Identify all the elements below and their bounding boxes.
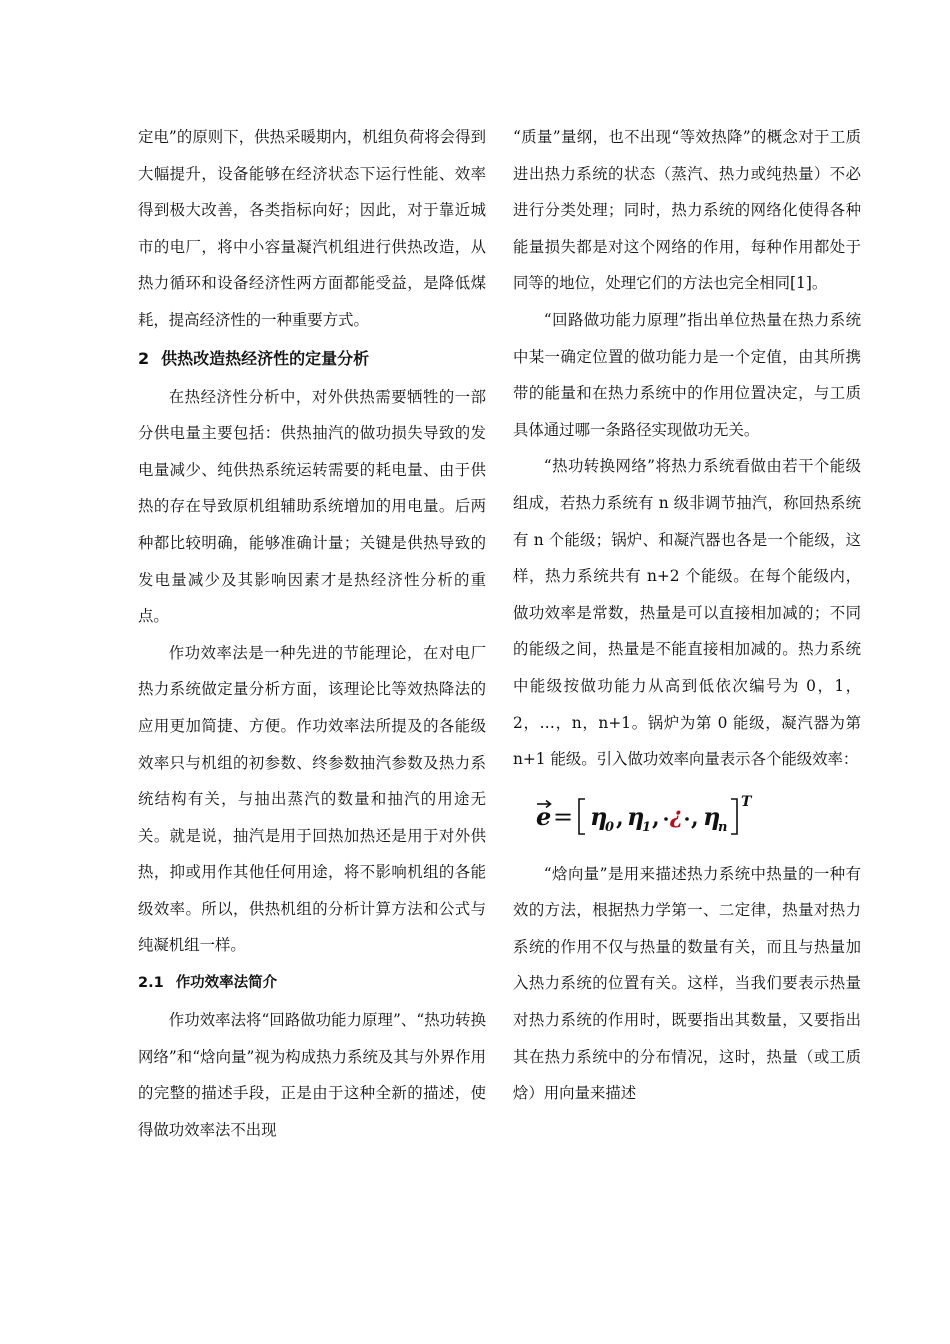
paragraph: 作功效率法将“回路做功能力原理”、“热功转换网络”和“焓向量”视为构成热力系统及其与外界作用的完整的描述手段，正是由于这种全新的描述，使得做功效率法不出现 xyxy=(138,1011,486,1139)
ellipsis-glyph: ¿ xyxy=(670,802,683,829)
subsection-number: 2.1 xyxy=(138,975,164,992)
paragraph: “质量”量纲，也不出现“等效热降”的概念对于工质进出热力系统的状态（蒸汽、热力或纯热量）不必进行分类处理；同时，热力系统的网络化使得各种能量损失都是对这个网络的作用，每种作用都处于同等的地位，处理它们的方法也完全相同[1]。 xyxy=(513,128,861,293)
subsection-heading xyxy=(138,964,486,1002)
eta-1: η xyxy=(627,801,645,831)
subsection-title: 作功效率法简介 xyxy=(175,975,278,992)
paragraph: 定电”的原则下，供热采暖期内，机组负荷将会得到大幅提升，设备能够在经济状态下运行性能、效率得到极大改善，各类指标向好；因此，对于靠近城市的电厂，将中小容量凝汽机组进行供热改造，从热力循环和设备经济性两方面都能受益，是降低煤耗，提高经济性的一种重要方式。 xyxy=(138,128,486,329)
section-heading xyxy=(138,339,486,379)
left-column xyxy=(138,119,486,1148)
dot-left xyxy=(664,817,668,821)
formula-svg xyxy=(535,787,835,847)
paragraph: 在热经济性分析中，对外供热需要牺牲的一部分供电量主要包括：供热抽汽的做功损失导致的发电量减少、纯供热系统运转需要的耗电量、由于供热的存在导致原机组辅助系统增加的用电量。后两种都比较明确，能够准确计量；关键是供热导致的发电量减少及其影响因素才是热经济性分析的重点。 xyxy=(138,387,486,626)
comma-3: , xyxy=(691,804,699,831)
section-title: 供热改造热经济性的定量分析 xyxy=(161,348,370,368)
paragraph: “热功转换网络”将热力系统看做由若干个能级组成，若热力系统有 n 级非调节抽汽，称回热系统有 n 个能级；锅炉、和凝汽器也各是一个能级，这样，热力系统共有 n+2 个能级。在每个能级内，做功效率是常数，热量是可以直接相加减的；不同的能级之间，热量是不能直接相加减的。热力系统中能级按做功能力从高到低依次编号为 0，1，2，…，n，n+1。锅炉为第 0 能级，凝汽器为第 n+1 能级。引入做功效率向量表示各个能级效率： xyxy=(513,457,861,769)
paragraph: 作功效率法是一种先进的节能理论，在对电厂热力系统做定量分析方面，该理论比等效热降法的应用更加简捷、方便。作功效率法所提及的各能级效率只与机组的初参数、终参数抽汽参数及热力系统结构有关，与抽出蒸汽的数量和抽汽的用途无关。就是说，抽汽是用于回热加热还是用于对外供热，抑或用作其他任何用途，将不影响机组的各能级效率。所以，供热机组的分析计算方法和公式与纯凝机组一样。 xyxy=(138,643,486,955)
left-bracket xyxy=(579,799,585,834)
eta-0: η xyxy=(590,801,608,831)
section-number: 2 xyxy=(138,348,150,368)
formula-lhs: e xyxy=(536,801,552,831)
formula-equals: = xyxy=(553,802,574,831)
right-bracket xyxy=(731,799,737,834)
efficiency-vector-formula xyxy=(513,778,861,856)
comma-1: , xyxy=(616,804,624,831)
sub-0: 0 xyxy=(605,819,615,835)
eta-n: η xyxy=(703,801,721,831)
paragraph: “回路做功能力原理”指出单位热量在热力系统中某一确定位置的做功能力是一个定值，由其所携带的能量和在热力系统中的作用位置决定，与工质具体通过哪一条路径实现做功无关。 xyxy=(513,310,861,439)
transpose-superscript: T xyxy=(741,793,752,810)
right-column xyxy=(513,119,861,1112)
comma-2: , xyxy=(652,804,660,831)
sub-n: n xyxy=(718,819,728,835)
dot-right xyxy=(685,817,689,821)
paragraph: “焓向量”是用来描述热力系统中热量的一种有效的方法，根据热力学第一、二定律，热量对热力系统的作用不仅与热量的数量有关，而且与热量加入热力系统的位置有关。这样，当我们要表示热量对热力系统的作用时，既要指出其数量，又要指出其在热力系统中的分布情况，这时，热量（或工质焓）用向量来描述 xyxy=(513,864,861,1103)
sub-1: 1 xyxy=(642,819,652,835)
